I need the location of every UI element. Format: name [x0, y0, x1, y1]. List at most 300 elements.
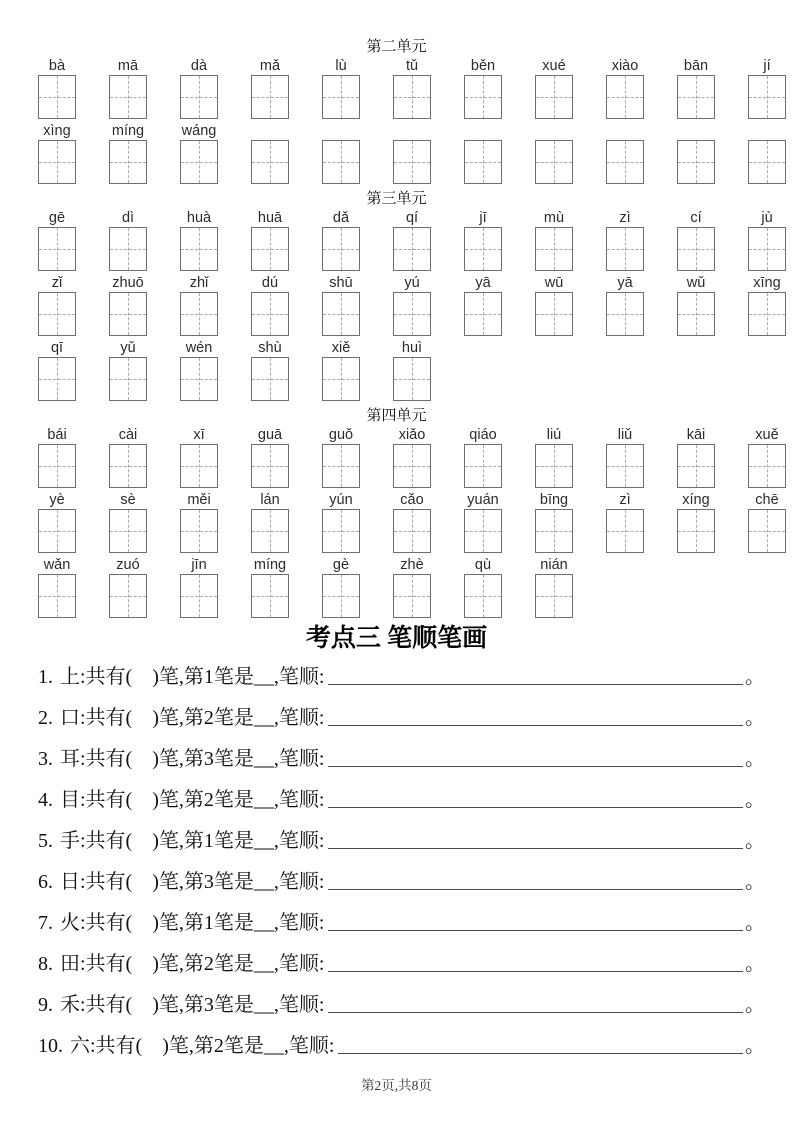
question-row	[38, 951, 765, 977]
writing-cell	[180, 210, 218, 271]
pinyin-label: xuě	[755, 427, 779, 443]
center-vline	[270, 510, 271, 552]
center-vline	[199, 76, 200, 118]
writing-cell	[322, 210, 360, 271]
pinyin-writing-sections	[0, 36, 793, 618]
writing-cell	[109, 492, 147, 553]
tianzige-box	[464, 292, 502, 336]
pinyin-label: wén	[185, 340, 213, 356]
writing-cell	[464, 492, 502, 553]
answer-blank-line	[328, 725, 743, 726]
pinyin-label: bà	[48, 58, 66, 74]
center-vline	[625, 76, 626, 118]
center-vline	[554, 293, 555, 335]
center-vline	[57, 575, 58, 617]
worksheet-page	[0, 36, 793, 1094]
tianzige-box	[180, 292, 218, 336]
center-vline	[128, 76, 129, 118]
center-vline	[57, 76, 58, 118]
pinyin-label: xiě	[331, 340, 351, 356]
center-vline	[199, 141, 200, 183]
answer-blank-line	[328, 971, 743, 972]
writing-cell	[180, 557, 218, 618]
center-vline	[412, 228, 413, 270]
pinyin-label: zì	[619, 492, 631, 508]
pinyin-label: yú	[404, 275, 420, 291]
writing-cell	[109, 427, 147, 488]
center-vline	[696, 510, 697, 552]
pinyin-label: shù	[258, 340, 282, 356]
question-text: 耳:共有( )笔,第3笔是__,笔顺:	[60, 748, 325, 770]
pinyin-label: cí	[690, 210, 702, 226]
pinyin-label: yè	[49, 492, 65, 508]
center-vline	[128, 445, 129, 487]
question-text: 目:共有( )笔,第2笔是__,笔顺:	[60, 789, 325, 811]
tianzige-box	[180, 574, 218, 618]
writing-cell	[535, 557, 573, 618]
question-text: 手:共有( )笔,第1笔是__,笔顺:	[60, 830, 325, 852]
tianzige-box	[464, 509, 502, 553]
center-vline	[483, 141, 484, 183]
tianzige-box	[535, 444, 573, 488]
question-row	[38, 1033, 765, 1059]
answer-blank-line	[328, 684, 743, 685]
writing-cell	[606, 492, 644, 553]
center-vline	[483, 445, 484, 487]
tianzige-box	[322, 357, 360, 401]
writing-cell	[251, 492, 289, 553]
answer-blank-line	[338, 1053, 743, 1054]
tianzige-box	[748, 227, 786, 271]
tianzige-box	[464, 574, 502, 618]
writing-cell	[464, 427, 502, 488]
pinyin-label: huì	[401, 340, 423, 356]
pinyin-label: mǎ	[259, 58, 281, 74]
center-vline	[412, 510, 413, 552]
writing-cell	[322, 58, 360, 119]
tianzige-box	[251, 444, 289, 488]
question-text: 六:共有( )笔,第2笔是__,笔顺:	[70, 1035, 335, 1057]
pinyin-label: xī	[193, 427, 205, 443]
writing-cell	[535, 58, 573, 119]
pinyin-label: jí	[763, 58, 771, 74]
pinyin-label: dǎ	[332, 210, 350, 226]
question-period: 。	[745, 994, 765, 1016]
writing-cell	[109, 58, 147, 119]
writing-cell	[677, 58, 715, 119]
center-vline	[341, 358, 342, 400]
writing-cell	[109, 210, 147, 271]
writing-cell	[677, 427, 715, 488]
writing-cell	[322, 275, 360, 336]
writing-cell	[535, 427, 573, 488]
answer-blank-line	[328, 889, 743, 890]
pinyin-label: zhǐ	[189, 275, 209, 291]
center-vline	[554, 575, 555, 617]
pinyin-label: xué	[542, 58, 566, 74]
tianzige-box	[677, 227, 715, 271]
tianzige-box	[322, 444, 360, 488]
exercise-title: 考点三 笔顺笔画	[305, 625, 488, 652]
tianzige-box	[38, 357, 76, 401]
stroke-order-questions	[0, 664, 793, 1059]
center-vline	[767, 510, 768, 552]
question-text: 日:共有( )笔,第3笔是__,笔顺:	[60, 871, 325, 893]
tianzige-box	[535, 292, 573, 336]
tianzige-box	[38, 444, 76, 488]
tianzige-box	[535, 75, 573, 119]
pinyin-label: qù	[474, 557, 492, 573]
writing-cell	[677, 492, 715, 553]
center-vline	[57, 445, 58, 487]
center-vline	[412, 358, 413, 400]
tianzige-box	[677, 140, 715, 184]
tianzige-box	[109, 292, 147, 336]
pinyin-label: gē	[48, 210, 66, 226]
question-text: 田:共有( )笔,第2笔是__,笔顺:	[60, 953, 325, 975]
center-vline	[128, 228, 129, 270]
question-number: 2.	[38, 707, 53, 729]
tianzige-box	[180, 227, 218, 271]
question-row	[38, 910, 765, 936]
writing-cell	[109, 275, 147, 336]
pinyin-label: cǎo	[400, 492, 424, 508]
center-vline	[483, 76, 484, 118]
tianzige-box	[393, 357, 431, 401]
center-vline	[341, 141, 342, 183]
tianzige-box	[748, 292, 786, 336]
writing-cell	[251, 123, 289, 184]
center-vline	[341, 510, 342, 552]
center-vline	[341, 575, 342, 617]
tianzige-box	[748, 75, 786, 119]
pinyin-label: gè	[332, 557, 350, 573]
pinyin-label: tǔ	[405, 58, 419, 74]
pinyin-label: bān	[683, 58, 709, 74]
question-period: 。	[745, 1035, 765, 1057]
question-number: 4.	[38, 789, 53, 811]
tianzige-box	[38, 75, 76, 119]
center-vline	[341, 445, 342, 487]
center-vline	[199, 510, 200, 552]
question-text: 上:共有( )笔,第1笔是__,笔顺:	[60, 666, 325, 688]
center-vline	[696, 76, 697, 118]
pinyin-label: lán	[260, 492, 280, 508]
center-vline	[483, 293, 484, 335]
center-vline	[483, 575, 484, 617]
pinyin-label: bīng	[539, 492, 569, 508]
center-vline	[199, 358, 200, 400]
question-period: 。	[745, 830, 765, 852]
center-vline	[412, 293, 413, 335]
question-text: 火:共有( )笔,第1笔是__,笔顺:	[60, 912, 325, 934]
writing-grid-row	[0, 123, 793, 184]
section-title: 第二单元	[366, 39, 427, 55]
tianzige-box	[180, 444, 218, 488]
tianzige-box	[251, 227, 289, 271]
writing-cell	[606, 58, 644, 119]
tianzige-box	[251, 140, 289, 184]
pinyin-label: zhuō	[112, 275, 144, 291]
question-number: 9.	[38, 994, 53, 1016]
center-vline	[270, 141, 271, 183]
tianzige-box	[109, 140, 147, 184]
tianzige-box	[535, 227, 573, 271]
pinyin-label: yuán	[467, 492, 499, 508]
writing-cell	[535, 210, 573, 271]
tianzige-box	[606, 444, 644, 488]
writing-cell	[464, 275, 502, 336]
pinyin-label: yún	[329, 492, 353, 508]
center-vline	[767, 228, 768, 270]
writing-grid-row	[0, 58, 793, 119]
tianzige-box	[677, 509, 715, 553]
writing-cell	[748, 427, 786, 488]
tianzige-box	[748, 509, 786, 553]
pinyin-label: dà	[190, 58, 208, 74]
writing-cell	[677, 210, 715, 271]
writing-cell	[464, 58, 502, 119]
center-vline	[341, 293, 342, 335]
writing-cell	[322, 557, 360, 618]
pinyin-label: zuó	[116, 557, 140, 573]
writing-cell	[393, 427, 431, 488]
center-vline	[270, 76, 271, 118]
center-vline	[554, 445, 555, 487]
writing-cell	[606, 427, 644, 488]
question-row	[38, 869, 765, 895]
tianzige-box	[180, 140, 218, 184]
writing-cell	[393, 492, 431, 553]
question-number: 6.	[38, 871, 53, 893]
center-vline	[412, 76, 413, 118]
pinyin-label: liǔ	[617, 427, 633, 443]
pinyin-label: sè	[120, 492, 136, 508]
center-vline	[270, 358, 271, 400]
writing-cell	[322, 427, 360, 488]
writing-cell	[393, 58, 431, 119]
writing-cell	[464, 557, 502, 618]
writing-cell	[606, 275, 644, 336]
pinyin-label: xiào	[611, 58, 639, 74]
tianzige-box	[748, 444, 786, 488]
answer-blank-line	[328, 930, 743, 931]
pinyin-label: guǒ	[328, 427, 354, 443]
writing-cell	[251, 210, 289, 271]
center-vline	[341, 76, 342, 118]
pinyin-label: guā	[257, 427, 283, 443]
pinyin-label: míng	[253, 557, 287, 573]
question-text: 禾:共有( )笔,第3笔是__,笔顺:	[60, 994, 325, 1016]
question-period: 。	[745, 748, 765, 770]
section-title: 第三单元	[366, 191, 427, 207]
tianzige-box	[606, 227, 644, 271]
pinyin-label: xīng	[753, 275, 781, 291]
writing-cell	[251, 557, 289, 618]
writing-cell	[748, 492, 786, 553]
writing-cell	[393, 275, 431, 336]
pinyin-label: zǐ	[51, 275, 63, 291]
center-vline	[128, 141, 129, 183]
writing-cell	[606, 210, 644, 271]
center-vline	[57, 293, 58, 335]
pinyin-label: liú	[546, 427, 562, 443]
tianzige-box	[38, 227, 76, 271]
tianzige-box	[180, 357, 218, 401]
pinyin-label: shū	[329, 275, 353, 291]
center-vline	[625, 228, 626, 270]
tianzige-box	[251, 357, 289, 401]
center-vline	[483, 228, 484, 270]
pinyin-label: nián	[540, 557, 568, 573]
writing-cell	[535, 123, 573, 184]
pinyin-label: yā	[617, 275, 633, 291]
writing-cell	[38, 557, 76, 618]
question-period: 。	[745, 666, 765, 688]
center-vline	[696, 228, 697, 270]
pinyin-label: jù	[761, 210, 773, 226]
center-vline	[625, 510, 626, 552]
pinyin-label: měi	[187, 492, 211, 508]
tianzige-box	[322, 140, 360, 184]
writing-cell	[677, 275, 715, 336]
center-vline	[554, 141, 555, 183]
pinyin-label: zhè	[400, 557, 424, 573]
writing-cell	[38, 58, 76, 119]
tianzige-box	[38, 140, 76, 184]
writing-cell	[464, 210, 502, 271]
writing-cell	[38, 492, 76, 553]
pinyin-label: kāi	[686, 427, 706, 443]
question-row	[38, 705, 765, 731]
question-row	[38, 828, 765, 854]
writing-cell	[109, 340, 147, 401]
tianzige-box	[677, 292, 715, 336]
tianzige-box	[322, 292, 360, 336]
tianzige-box	[38, 574, 76, 618]
tianzige-box	[677, 75, 715, 119]
center-vline	[625, 293, 626, 335]
tianzige-box	[322, 574, 360, 618]
center-vline	[199, 228, 200, 270]
tianzige-box	[109, 444, 147, 488]
center-vline	[625, 445, 626, 487]
tianzige-box	[606, 509, 644, 553]
tianzige-box	[393, 140, 431, 184]
tianzige-box	[393, 574, 431, 618]
writing-cell	[464, 123, 502, 184]
pinyin-label: xíng	[682, 492, 710, 508]
question-number: 1.	[38, 666, 53, 688]
pinyin-label: huā	[257, 210, 283, 226]
tianzige-box	[464, 444, 502, 488]
center-vline	[696, 293, 697, 335]
center-vline	[57, 228, 58, 270]
tianzige-box	[393, 75, 431, 119]
tianzige-box	[393, 227, 431, 271]
tianzige-box	[535, 574, 573, 618]
center-vline	[767, 293, 768, 335]
question-row	[38, 746, 765, 772]
tianzige-box	[606, 292, 644, 336]
center-vline	[270, 293, 271, 335]
writing-cell	[393, 123, 431, 184]
writing-cell	[180, 340, 218, 401]
question-number: 5.	[38, 830, 53, 852]
tianzige-box	[251, 574, 289, 618]
center-vline	[57, 510, 58, 552]
question-number: 7.	[38, 912, 53, 934]
question-period: 。	[745, 789, 765, 811]
tianzige-box	[606, 140, 644, 184]
tianzige-box	[393, 509, 431, 553]
answer-blank-line	[328, 848, 743, 849]
center-vline	[412, 445, 413, 487]
writing-cell	[38, 210, 76, 271]
question-period: 。	[745, 871, 765, 893]
question-text: 口:共有( )笔,第2笔是__,笔顺:	[60, 707, 325, 729]
tianzige-box	[109, 509, 147, 553]
writing-cell	[180, 275, 218, 336]
writing-cell	[251, 58, 289, 119]
writing-cell	[393, 340, 431, 401]
tianzige-box	[606, 75, 644, 119]
tianzige-box	[748, 140, 786, 184]
pinyin-label: zì	[619, 210, 631, 226]
tianzige-box	[109, 75, 147, 119]
center-vline	[57, 358, 58, 400]
answer-blank-line	[328, 766, 743, 767]
question-number: 10.	[38, 1035, 63, 1057]
writing-cell	[748, 275, 786, 336]
pinyin-label: lù	[335, 58, 347, 74]
tianzige-box	[677, 444, 715, 488]
section-title: 第四单元	[366, 408, 427, 424]
pinyin-label: jī	[479, 210, 487, 226]
tianzige-box	[109, 357, 147, 401]
pinyin-label: huà	[186, 210, 212, 226]
question-period: 。	[745, 707, 765, 729]
tianzige-box	[251, 292, 289, 336]
writing-grid-row	[0, 210, 793, 271]
writing-cell	[180, 492, 218, 553]
pinyin-label: qí	[405, 210, 419, 226]
center-vline	[767, 445, 768, 487]
center-vline	[128, 575, 129, 617]
center-vline	[767, 76, 768, 118]
pinyin-label: wū	[544, 275, 564, 291]
writing-cell	[180, 123, 218, 184]
center-vline	[696, 141, 697, 183]
center-vline	[128, 358, 129, 400]
writing-cell	[251, 275, 289, 336]
center-vline	[412, 575, 413, 617]
pinyin-label: chē	[755, 492, 779, 508]
writing-cell	[180, 427, 218, 488]
pinyin-label: wǔ	[686, 275, 706, 291]
writing-grid-row	[0, 557, 793, 618]
writing-cell	[109, 557, 147, 618]
writing-cell	[606, 123, 644, 184]
pinyin-label: xìng	[43, 123, 71, 139]
center-vline	[412, 141, 413, 183]
center-vline	[128, 510, 129, 552]
writing-cell	[535, 492, 573, 553]
writing-cell	[322, 492, 360, 553]
tianzige-box	[464, 75, 502, 119]
question-row	[38, 992, 765, 1018]
tianzige-box	[393, 292, 431, 336]
